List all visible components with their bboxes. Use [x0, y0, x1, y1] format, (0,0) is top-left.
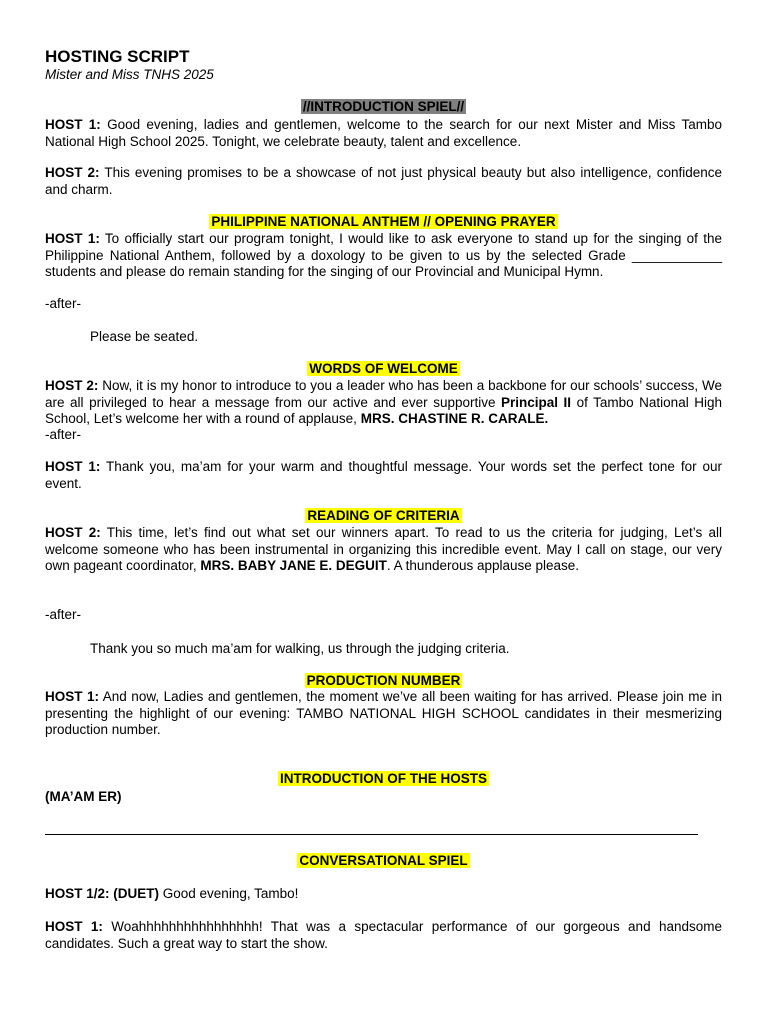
heading-text: READING OF CRITERIA: [307, 508, 460, 523]
paragraph-intro-host2: [45, 165, 722, 198]
section-heading-welcome: [45, 361, 722, 377]
spiel-text: Now, it is my honor to introduce to you a leader who has been a backbone for our schools’ success, We are all privileged to hear a message from our active and ever supportive: [45, 378, 722, 410]
heading-text: CONVERSATIONAL SPIEL: [299, 853, 468, 868]
paragraph-spiel-host1: [45, 919, 722, 952]
coordinator-name: MRS. BABY JANE E. DEGUIT: [200, 558, 387, 573]
section-heading-spiel: [45, 853, 722, 869]
heading-text: INTRODUCTION OF THE HOSTS: [280, 771, 487, 786]
section-heading-hosts: [45, 771, 722, 787]
document-subtitle: Mister and Miss TNHS 2025: [45, 67, 214, 82]
speaker-label: HOST 1:: [45, 689, 100, 704]
paragraph-production-host1: [45, 689, 722, 739]
section-heading-criteria: [45, 508, 722, 524]
spiel-text: Good evening, Tambo!: [159, 886, 299, 901]
divider-line: [45, 834, 698, 835]
paragraph-criteria-host2: [45, 525, 722, 575]
paragraph-criteria-thanks: Thank you so much ma’am for walking, us through the judging criteria.: [90, 641, 510, 656]
speaker-label: HOST 2:: [45, 378, 99, 393]
spiel-text: of Tambo National High School, Let’s welcome her with a round of applause,: [45, 394, 722, 426]
section-heading-production: [45, 673, 722, 689]
heading-text: WORDS OF WELCOME: [309, 361, 458, 376]
spiel-text: And now, Ladies and gentlemen, the moment we’ve all been waiting for has arrived. Please join me in presenting the highlight of our evening: TAMBO NATIONAL HIGH SCHOOL candidates in their mesmerizing production number.: [45, 689, 722, 737]
speaker-label: HOST 1:: [45, 117, 101, 132]
spiel-text: To officially start our program tonight, I would like to ask everyone to stand up for the singing of the Philippine National Anthem, followed by a doxology to be given to us by the selected Grade ____________ students and please do remain standing for the singing of our Provincial and Municipal Hymn.: [45, 231, 722, 279]
after-cue: -after-: [45, 296, 82, 311]
document-title: HOSTING SCRIPT: [45, 47, 190, 66]
paragraph-intro-host1: [45, 117, 722, 150]
section-heading-introduction: [45, 99, 722, 115]
paragraph-spiel-duet: [45, 886, 722, 903]
speaker-label: HOST 1:: [45, 231, 100, 246]
speaker-name: MRS. CHASTINE R. CARALE.: [360, 411, 549, 426]
spiel-text: . A thunderous applause please.: [386, 558, 580, 573]
speaker-label: HOST 1:: [45, 919, 103, 934]
hosts-note: [45, 789, 722, 806]
hosts-note-text: (MA’AM ER): [45, 789, 122, 804]
spiel-text: This evening promises to be a showcase of not just physical beauty but also intelligence, confidence and charm.: [45, 165, 722, 197]
spiel-text: Good evening, ladies and gentlemen, welcome to the search for our next Mister and Miss Tambo National High School 2025. Tonight, we celebrate beauty, talent and excellence.: [45, 117, 722, 149]
speaker-label: HOST 1/2: (DUET): [45, 886, 160, 901]
principal-title: Principal II: [501, 394, 572, 410]
section-heading-anthem: [45, 214, 722, 230]
after-cue: -after-: [45, 427, 82, 442]
heading-text: PRODUCTION NUMBER: [306, 673, 461, 688]
paragraph-welcome-host1: [45, 459, 722, 492]
speaker-label: HOST 2:: [45, 165, 100, 180]
heading-text: PHILIPPINE NATIONAL ANTHEM // OPENING PRAYER: [211, 214, 556, 229]
paragraph-please-be-seated: Please be seated.: [90, 329, 199, 344]
speaker-label: HOST 1:: [45, 459, 101, 474]
paragraph-welcome-host2: [45, 378, 722, 428]
speaker-label: HOST 2:: [45, 525, 101, 540]
heading-text: //INTRODUCTION SPIEL//: [302, 99, 465, 114]
spiel-text: This time, let’s find out what set our winners apart. To read to us the criteria for judging, Let’s all welcome someone who has been instrumental in organizing this incredible event. May I call on stage, our very own pageant coordinator,: [45, 525, 722, 573]
spiel-text: Thank you, ma’am for your warm and thoughtful message. Your words set the perfect tone for our event.: [45, 459, 722, 491]
after-cue: -after-: [45, 607, 82, 622]
paragraph-anthem-host1: [45, 231, 722, 281]
spiel-text: Woahhhhhhhhhhhhhhhh! That was a spectacular performance of our gorgeous and handsome candidates. Such a great way to start the show.: [45, 919, 722, 951]
